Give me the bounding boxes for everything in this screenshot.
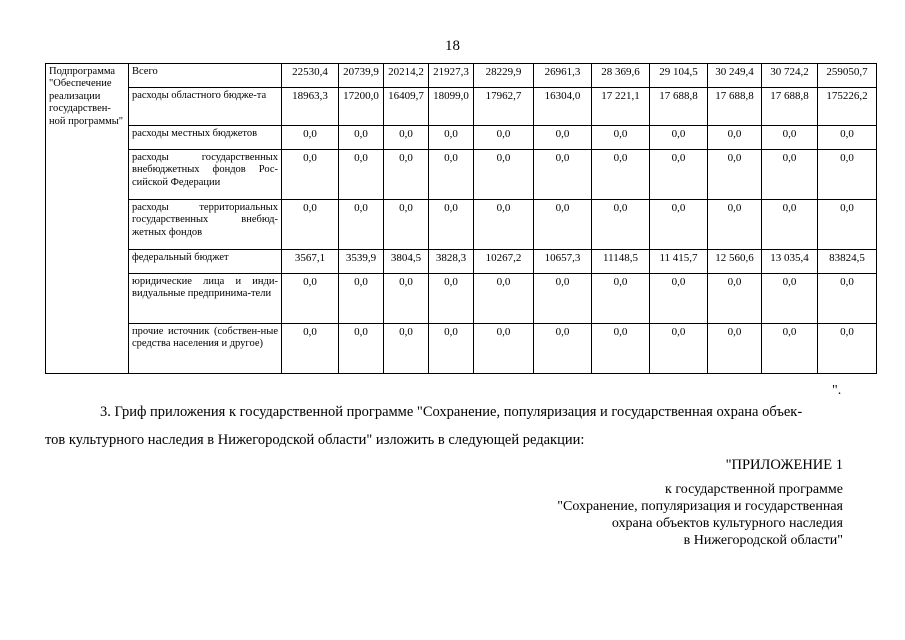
value-cell: 0,0 xyxy=(818,274,877,324)
value-cell: 0,0 xyxy=(650,274,708,324)
value-cell: 17 221,1 xyxy=(592,88,650,126)
value-cell: 0,0 xyxy=(339,324,384,374)
appendix-line-3: охрана объектов культурного наследия xyxy=(611,516,843,531)
value-cell: 0,0 xyxy=(708,324,762,374)
value-cell: 0,0 xyxy=(592,274,650,324)
value-cell: 0,0 xyxy=(534,200,592,250)
table-row xyxy=(46,64,877,88)
value-cell: 3828,3 xyxy=(429,250,474,274)
value-cell: 0,0 xyxy=(282,126,339,150)
value-cell: 28229,9 xyxy=(474,64,534,88)
row-label: расходы областного бюдже-та xyxy=(129,88,282,126)
value-cell: 0,0 xyxy=(762,126,818,150)
value-cell: 175226,2 xyxy=(818,88,877,126)
value-cell: 16409,7 xyxy=(384,88,429,126)
value-cell: 0,0 xyxy=(429,324,474,374)
value-cell: 0,0 xyxy=(384,200,429,250)
value-cell: 0,0 xyxy=(762,274,818,324)
page-number: 18 xyxy=(445,38,460,54)
value-cell: 0,0 xyxy=(474,274,534,324)
value-cell: 12 560,6 xyxy=(708,250,762,274)
value-cell: 30 249,4 xyxy=(708,64,762,88)
value-cell: 20739,9 xyxy=(339,64,384,88)
value-cell: 11 415,7 xyxy=(650,250,708,274)
paragraph-line-1: 3. Гриф приложения к государственной программе "Сохранение, популяризация и государственная охрана объек- xyxy=(100,404,803,420)
value-cell: 0,0 xyxy=(429,150,474,200)
value-cell: 0,0 xyxy=(384,150,429,200)
value-cell: 22530,4 xyxy=(282,64,339,88)
value-cell: 11148,5 xyxy=(592,250,650,274)
value-cell: 30 724,2 xyxy=(762,64,818,88)
value-cell: 20214,2 xyxy=(384,64,429,88)
value-cell: 0,0 xyxy=(592,324,650,374)
value-cell: 3539,9 xyxy=(339,250,384,274)
closing-quote: ". xyxy=(832,383,842,398)
value-cell: 83824,5 xyxy=(818,250,877,274)
value-cell: 0,0 xyxy=(474,150,534,200)
value-cell: 3804,5 xyxy=(384,250,429,274)
value-cell: 0,0 xyxy=(534,274,592,324)
value-cell: 17200,0 xyxy=(339,88,384,126)
value-cell: 0,0 xyxy=(818,324,877,374)
table-row xyxy=(46,150,877,200)
value-cell: 0,0 xyxy=(592,200,650,250)
value-cell: 21927,3 xyxy=(429,64,474,88)
value-cell: 0,0 xyxy=(282,150,339,200)
value-cell: 0,0 xyxy=(474,200,534,250)
row-label: юридические лица и инди-видуальные предпринима-тели xyxy=(129,274,282,324)
value-cell: 17 688,8 xyxy=(762,88,818,126)
value-cell: 259050,7 xyxy=(818,64,877,88)
table-row xyxy=(46,126,877,150)
value-cell: 17 688,8 xyxy=(650,88,708,126)
value-cell: 0,0 xyxy=(650,150,708,200)
value-cell: 0,0 xyxy=(429,274,474,324)
row-label: Всего xyxy=(129,64,282,88)
appendix-line-4: в Нижегородской области" xyxy=(683,533,843,548)
value-cell: 0,0 xyxy=(708,274,762,324)
value-cell: 0,0 xyxy=(282,200,339,250)
appendix-line-2: "Сохранение, популяризация и государственная xyxy=(557,499,843,514)
value-cell: 0,0 xyxy=(534,126,592,150)
value-cell: 29 104,5 xyxy=(650,64,708,88)
value-cell: 0,0 xyxy=(339,274,384,324)
value-cell: 0,0 xyxy=(429,200,474,250)
value-cell: 0,0 xyxy=(708,150,762,200)
row-label: расходы территориальных государственных внебюд-жетных фондов xyxy=(129,200,282,250)
value-cell: 0,0 xyxy=(592,150,650,200)
value-cell: 0,0 xyxy=(708,200,762,250)
value-cell: 0,0 xyxy=(534,324,592,374)
value-cell: 0,0 xyxy=(282,324,339,374)
value-cell: 18099,0 xyxy=(429,88,474,126)
value-cell: 0,0 xyxy=(650,200,708,250)
value-cell: 0,0 xyxy=(384,126,429,150)
value-cell: 0,0 xyxy=(339,126,384,150)
budget-table xyxy=(45,63,877,374)
table-row xyxy=(46,324,877,374)
value-cell: 28 369,6 xyxy=(592,64,650,88)
value-cell: 0,0 xyxy=(650,126,708,150)
value-cell: 0,0 xyxy=(762,150,818,200)
value-cell: 0,0 xyxy=(818,150,877,200)
value-cell: 0,0 xyxy=(818,126,877,150)
value-cell: 13 035,4 xyxy=(762,250,818,274)
table-row xyxy=(46,200,877,250)
row-label: федеральный бюджет xyxy=(129,250,282,274)
table-row xyxy=(46,274,877,324)
value-cell: 16304,0 xyxy=(534,88,592,126)
value-cell: 0,0 xyxy=(384,324,429,374)
row-label: прочие источник (собствен-ные средства населения и другое) xyxy=(129,324,282,374)
program-label: Подпрограмма "Обеспечение реализации государствен-ной программы" xyxy=(46,64,129,374)
value-cell: 0,0 xyxy=(384,274,429,324)
value-cell: 0,0 xyxy=(762,324,818,374)
value-cell: 3567,1 xyxy=(282,250,339,274)
row-label: расходы местных бюджетов xyxy=(129,126,282,150)
value-cell: 0,0 xyxy=(708,126,762,150)
budget-table-body xyxy=(46,64,877,374)
value-cell: 17962,7 xyxy=(474,88,534,126)
value-cell: 0,0 xyxy=(762,200,818,250)
table-row xyxy=(46,88,877,126)
value-cell: 0,0 xyxy=(282,274,339,324)
appendix-title: "ПРИЛОЖЕНИЕ 1 xyxy=(725,457,843,473)
table-row xyxy=(46,250,877,274)
value-cell: 18963,3 xyxy=(282,88,339,126)
value-cell: 0,0 xyxy=(534,150,592,200)
value-cell: 10267,2 xyxy=(474,250,534,274)
value-cell: 0,0 xyxy=(474,126,534,150)
value-cell: 0,0 xyxy=(818,200,877,250)
value-cell: 0,0 xyxy=(429,126,474,150)
value-cell: 17 688,8 xyxy=(708,88,762,126)
value-cell: 0,0 xyxy=(592,126,650,150)
value-cell: 10657,3 xyxy=(534,250,592,274)
value-cell: 0,0 xyxy=(339,200,384,250)
value-cell: 0,0 xyxy=(474,324,534,374)
row-label: расходы государственных внебюджетных фондов Рос-сийской Федерации xyxy=(129,150,282,200)
appendix-line-1: к государственной программе xyxy=(665,482,843,497)
paragraph-line-2: тов культурного наследия в Нижегородской области" изложить в следующей редакции: xyxy=(45,432,585,448)
value-cell: 26961,3 xyxy=(534,64,592,88)
value-cell: 0,0 xyxy=(650,324,708,374)
value-cell: 0,0 xyxy=(339,150,384,200)
